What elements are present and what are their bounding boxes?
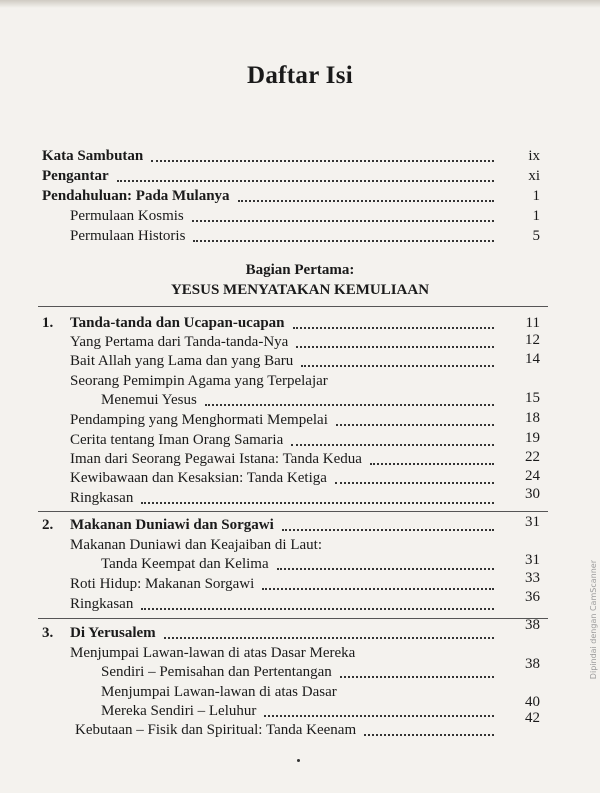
chapter-number: 2.	[42, 517, 54, 533]
toc-label: Pendamping yang Menghormati Mempelai	[70, 412, 328, 428]
toc-label: Kata Sambutan	[42, 148, 144, 164]
toc-label: Yang Pertama dari Tanda-tanda-Nya	[70, 334, 289, 350]
dot-leader	[151, 154, 494, 162]
divider	[38, 306, 548, 307]
dot-leader	[192, 214, 494, 222]
scanner-watermark: Dipindai dengan CamScanner	[589, 560, 598, 680]
dot-leader	[335, 476, 494, 484]
dot-leader	[193, 234, 494, 242]
toc-label: Menemui Yesus	[101, 392, 197, 408]
toc-entry	[70, 353, 500, 370]
toc-entry	[42, 188, 500, 205]
toc-page: ix	[528, 148, 540, 164]
toc-entry	[70, 228, 500, 245]
toc-label: Pendahuluan: Pada Mulanya	[42, 188, 230, 204]
toc-entry	[42, 148, 500, 165]
dot-leader	[296, 340, 494, 348]
page-dot	[297, 759, 300, 762]
chapter-number: 3.	[42, 625, 54, 641]
toc-label: Roti Hidup: Makanan Sorgawi	[70, 576, 255, 592]
toc-entry	[70, 334, 500, 351]
toc-entry	[101, 392, 500, 409]
toc-page: 42	[525, 710, 540, 726]
chapter-title: Di Yerusalem	[70, 625, 156, 641]
toc-label: Menjumpai Lawan-lawan di atas Dasar Mereka	[70, 645, 356, 661]
toc-entry	[42, 168, 500, 185]
dot-leader	[282, 523, 494, 531]
dot-leader	[238, 194, 494, 202]
toc-page: 31	[525, 552, 540, 568]
toc-page: 38	[525, 617, 540, 633]
toc-label: Permulaan Historis	[70, 228, 186, 244]
dot-leader	[117, 174, 494, 182]
toc-label: Bait Allah yang Lama dan yang Baru	[70, 353, 294, 369]
divider	[38, 511, 548, 512]
toc-entry	[70, 412, 500, 429]
toc-page: 1	[532, 208, 540, 224]
toc-page: 15	[525, 390, 540, 406]
chapter-title: Tanda-tanda dan Ucapan-ucapan	[70, 315, 285, 331]
toc-page: 38	[525, 656, 540, 672]
toc-page: 33	[525, 570, 540, 586]
dot-leader	[291, 438, 494, 446]
toc-entry	[70, 596, 500, 613]
toc-page: 19	[525, 430, 540, 446]
toc-page: 12	[525, 332, 540, 348]
toc-entry	[70, 470, 500, 487]
toc-page: 11	[525, 315, 540, 331]
toc-label: Kewibawaan dan Kesaksian: Tanda Ketiga	[70, 470, 327, 486]
divider	[38, 618, 548, 619]
dot-leader	[141, 602, 494, 610]
toc-page: 30	[525, 486, 540, 502]
toc-page: 24	[525, 468, 540, 484]
toc-label: Tanda Keempat dan Kelima	[101, 556, 269, 572]
toc-page: 5	[532, 228, 540, 244]
toc-entry	[70, 490, 500, 507]
toc-label: Pengantar	[42, 168, 109, 184]
toc-entry	[70, 208, 500, 225]
toc-page: 18	[525, 410, 540, 426]
toc-page: 31	[525, 514, 540, 530]
toc-entry	[75, 722, 500, 739]
toc-page: 14	[525, 351, 540, 367]
part-title: YESUS MENYATAKAN KEMULIAAN	[170, 282, 430, 298]
dot-leader	[340, 670, 494, 678]
dot-leader	[293, 321, 494, 329]
toc-entry	[70, 432, 500, 449]
toc-label: Mereka Sendiri – Leluhur	[101, 703, 257, 719]
toc-label: Makanan Duniawi dan Keajaiban di Laut:	[70, 537, 322, 553]
toc-label: Seorang Pemimpin Agama yang Terpelajar	[70, 373, 328, 389]
toc-entry	[101, 703, 500, 720]
toc-label: Menjumpai Lawan-lawan di atas Dasar	[101, 684, 337, 700]
scan-edge	[0, 0, 600, 8]
toc-label: Kebutaan – Fisik dan Spiritual: Tanda Keenam	[75, 722, 357, 738]
dot-leader	[164, 631, 494, 639]
toc-page: 36	[525, 589, 540, 605]
chapter-entry	[70, 625, 500, 642]
toc-page: xi	[528, 168, 540, 184]
toc-entry	[70, 576, 500, 593]
chapter-entry	[70, 517, 500, 534]
toc-label: Permulaan Kosmis	[70, 208, 184, 224]
dot-leader	[141, 496, 494, 504]
toc-label: Ringkasan	[70, 490, 134, 506]
dot-leader	[277, 562, 494, 570]
chapter-number: 1.	[42, 315, 54, 331]
dot-leader	[264, 709, 494, 717]
toc-page: 40	[525, 694, 540, 710]
dot-leader	[301, 359, 494, 367]
toc-page: 1	[532, 188, 540, 204]
dot-leader	[364, 728, 494, 736]
toc-page: 22	[525, 449, 540, 465]
toc-label: Iman dari Seorang Pegawai Istana: Tanda Kedua	[70, 451, 362, 467]
chapter-entry	[70, 315, 500, 332]
dot-leader	[336, 418, 494, 426]
toc-entry	[101, 556, 500, 573]
dot-leader	[370, 457, 494, 465]
toc-label: Sendiri – Pemisahan dan Pertentangan	[101, 664, 332, 680]
toc-entry	[70, 451, 500, 468]
toc-label: Ringkasan	[70, 596, 134, 612]
dot-leader	[205, 398, 494, 406]
chapter-title: Makanan Duniawi dan Sorgawi	[70, 517, 274, 533]
part-label: Bagian Pertama:	[245, 262, 355, 278]
toc-entry	[101, 664, 500, 681]
page-title: Daftar Isi	[246, 62, 353, 89]
dot-leader	[262, 582, 494, 590]
toc-label: Cerita tentang Iman Orang Samaria	[70, 432, 284, 448]
